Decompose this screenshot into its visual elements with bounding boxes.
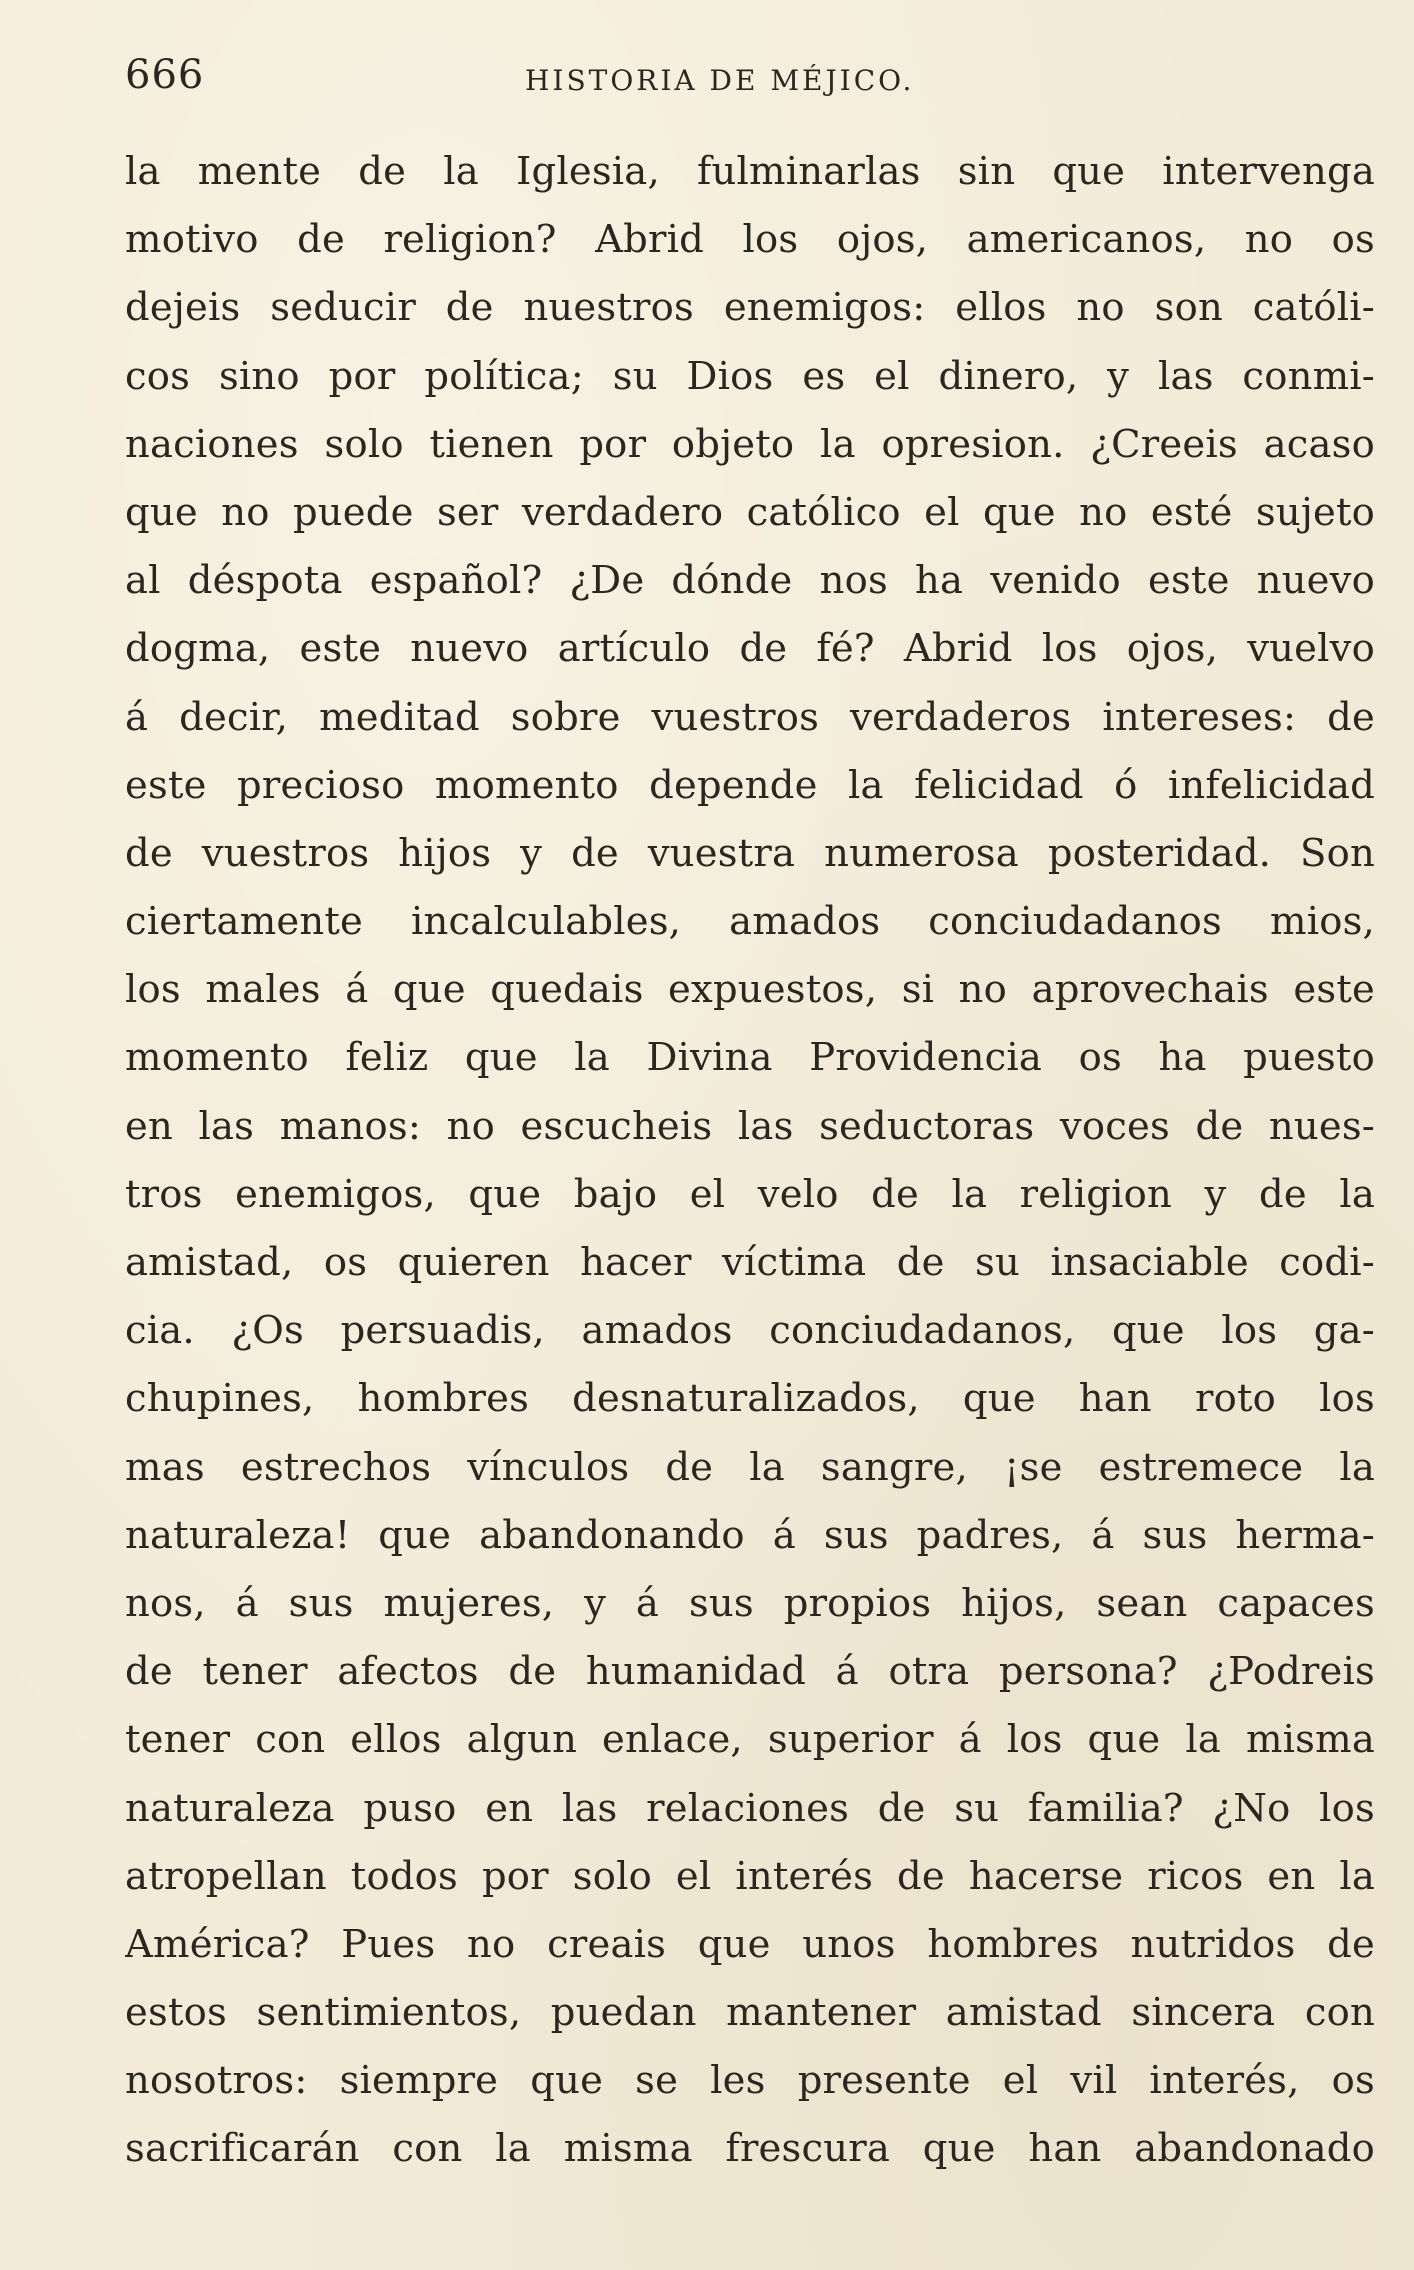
text-line: ciertamente incalculables, amados conciudadanos mios, xyxy=(125,899,1375,945)
text-line: al déspota español? ¿De dónde nos ha venido este nuevo xyxy=(125,558,1375,604)
text-line: nosotros: siempre que se les presente el vil interés, os xyxy=(125,2058,1375,2104)
text-line: tener con ellos algun enlace, superior á los que la misma xyxy=(125,1717,1375,1763)
body-text xyxy=(125,138,1375,2184)
text-line: tros enemigos, que bajo el velo de la religion y de la xyxy=(125,1171,1375,1217)
text-line: de vuestros hijos y de vuestra numerosa posteridad. Son xyxy=(125,830,1375,876)
text-line: este precioso momento depende la felicidad ó infelicidad xyxy=(125,762,1375,808)
text-line: dogma, este nuevo artículo de fé? Abrid los ojos, vuelvo xyxy=(125,626,1375,672)
text-line: América? Pues no creais que unos hombres nutridos de xyxy=(125,1921,1375,1967)
running-head: HISTORIA DE MÉJICO. xyxy=(525,64,915,97)
text-line: atropellan todos por solo el interés de hacerse ricos en la xyxy=(125,1853,1375,1899)
text-line: estos sentimientos, puedan mantener amistad sincera con xyxy=(125,1990,1375,2036)
text-line: chupines, hombres desnaturalizados, que han roto los xyxy=(125,1376,1375,1422)
text-line: á decir, meditad sobre vuestros verdaderos intereses: de xyxy=(125,694,1375,740)
page-number: 666 xyxy=(125,52,205,98)
text-line: la mente de la Iglesia, fulminarlas sin que intervenga xyxy=(125,149,1375,194)
text-line: naturaleza! que abandonando á sus padres, á sus herma- xyxy=(125,1512,1375,1558)
text-line: amistad, os quieren hacer víctima de su insaciable codi- xyxy=(125,1240,1375,1285)
text-line: de tener afectos de humanidad á otra persona? ¿Podreis xyxy=(125,1649,1375,1695)
text-line: momento feliz que la Divina Providencia os ha puesto xyxy=(125,1035,1375,1081)
text-line: dejeis seducir de nuestros enemigos: ellos no son católi- xyxy=(125,285,1375,331)
text-line: cos sino por política; su Dios es el dinero, y las conmi- xyxy=(125,353,1375,399)
text-line: sacrificarán con la misma frescura que han abandonado xyxy=(125,2126,1375,2172)
text-line: los males á que quedais expuestos, si no aprovechais este xyxy=(125,967,1375,1013)
page-header xyxy=(125,52,1375,112)
text-line: que no puede ser verdadero católico el que no esté sujeto xyxy=(125,489,1375,535)
text-line: naciones solo tienen por objeto la opresion. ¿Creeis acaso xyxy=(125,421,1375,467)
text-line: cia. ¿Os persuadis, amados conciudadanos, que los ga- xyxy=(125,1308,1375,1354)
text-line: naturaleza puso en las relaciones de su familia? ¿No los xyxy=(125,1785,1375,1831)
text-line: en las manos: no escucheis las seductoras voces de nues- xyxy=(125,1103,1375,1149)
text-line: motivo de religion? Abrid los ojos, americanos, no os xyxy=(125,217,1375,263)
text-line: nos, á sus mujeres, y á sus propios hijos, sean capaces xyxy=(125,1580,1375,1626)
text-line: mas estrechos vínculos de la sangre, ¡se estremece la xyxy=(125,1444,1375,1490)
